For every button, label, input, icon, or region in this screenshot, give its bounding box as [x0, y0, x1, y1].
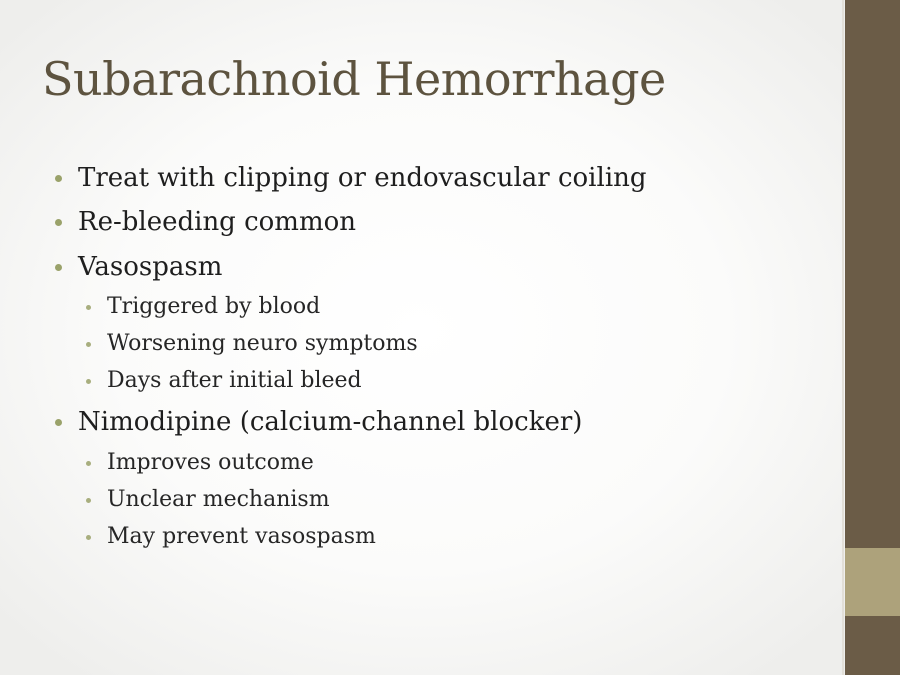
sub-bullet-text: Days after initial bleed — [107, 368, 362, 393]
bullet-dot-icon — [86, 342, 91, 347]
sub-bullet-text: May prevent vasospasm — [107, 524, 376, 549]
bullet-item — [78, 204, 356, 240]
bullet-dot-icon — [86, 379, 91, 384]
sub-bullet-item — [107, 292, 320, 322]
bullet-dot-icon — [55, 175, 62, 182]
sub-bullet-text: Improves outcome — [107, 450, 314, 475]
bullet-dot-icon — [86, 305, 91, 310]
bullet-item — [78, 249, 222, 285]
sub-bullet-text: Unclear mechanism — [107, 487, 330, 512]
bullet-text: Re-bleeding common — [78, 207, 357, 237]
sub-bullet-item — [107, 366, 362, 396]
bullet-dot-icon — [55, 219, 62, 226]
side-divider — [842, 0, 844, 675]
bullet-text: Vasospasm — [78, 252, 223, 282]
bullet-dot-icon — [86, 535, 91, 540]
slide-title: Subarachnoid Hemorrhage — [42, 52, 666, 106]
bullet-dot-icon — [86, 461, 91, 466]
sub-bullet-item — [107, 522, 376, 552]
sub-bullet-text: Triggered by blood — [107, 294, 321, 319]
side-accent-block — [845, 548, 900, 616]
bullet-text: Nimodipine (calcium-channel blocker) — [78, 407, 583, 437]
sub-bullet-item — [107, 485, 330, 515]
sub-bullet-item — [107, 448, 314, 478]
bullet-item — [78, 404, 582, 440]
bullet-item — [78, 160, 647, 196]
bullet-dot-icon — [86, 498, 91, 503]
sub-bullet-item — [107, 329, 418, 359]
bullet-dot-icon — [55, 264, 62, 271]
sub-bullet-text: Worsening neuro symptoms — [107, 331, 418, 356]
bullet-text: Treat with clipping or endovascular coiling — [78, 163, 647, 193]
bullet-dot-icon — [55, 419, 62, 426]
